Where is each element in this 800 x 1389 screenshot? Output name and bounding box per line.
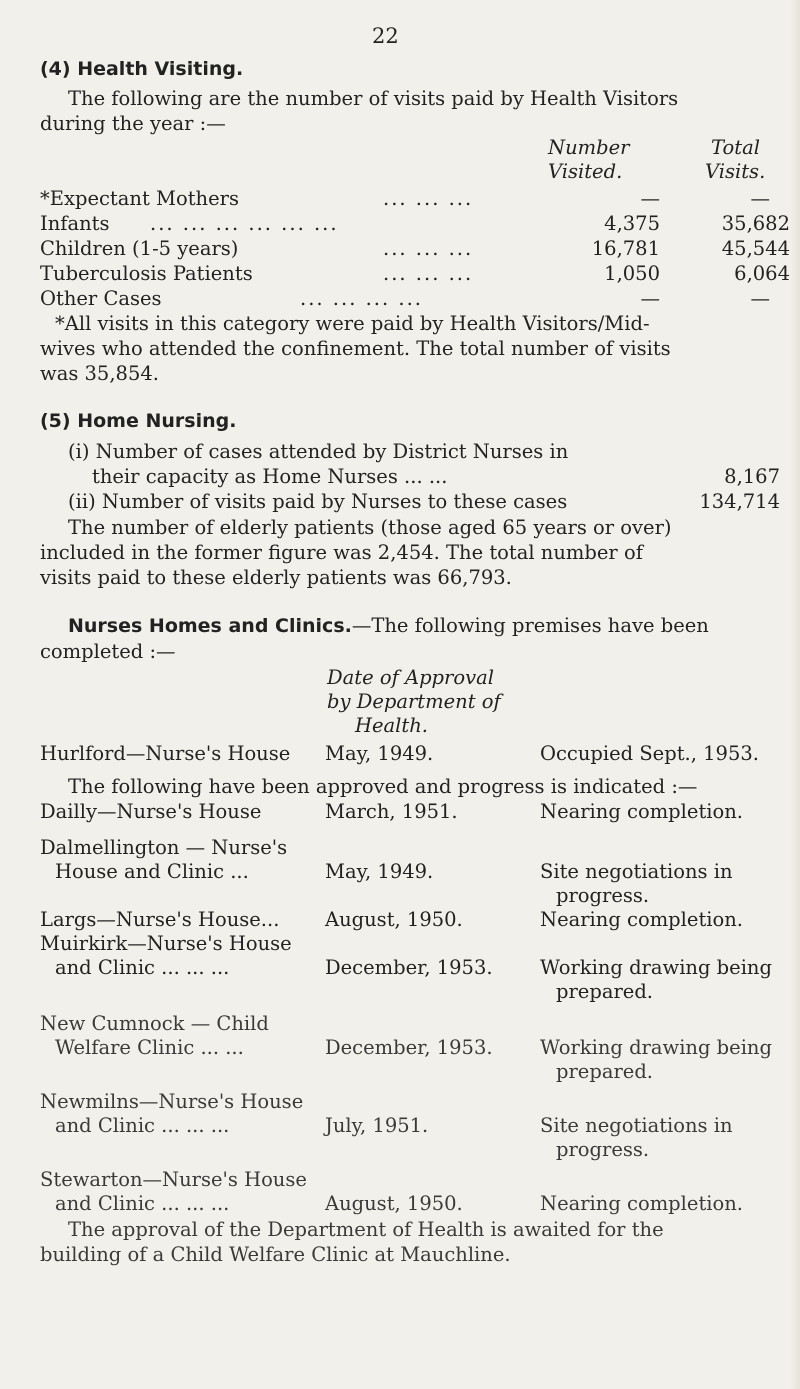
table-row-total: —: [750, 287, 770, 310]
table-row-total: 35,682: [721, 212, 790, 235]
list-item-status-cont: prepared.: [556, 980, 653, 1003]
list-item-date: August, 1950.: [325, 1192, 463, 1215]
list-item-place-cont: and Clinic ... ... ...: [55, 1192, 230, 1215]
table-row-dots: ... ... ... ... ... ...: [150, 212, 339, 235]
list-item-place-cont: House and Clinic ...: [55, 860, 249, 883]
date-header-line1: Date of Approval: [327, 666, 494, 689]
home-nursing-item2-value: 134,714: [699, 490, 780, 513]
table-row-dots: ... ... ...: [383, 187, 474, 210]
table-row-number: —: [640, 187, 660, 210]
list-item-date: December, 1953.: [325, 956, 493, 979]
closing-line2: building of a Child Welfare Clinic at Mauchline.: [40, 1243, 511, 1266]
closing-line1: The approval of the Department of Health is awaited for the: [68, 1218, 664, 1241]
table-row-number: 4,375: [604, 212, 660, 235]
footnote-line1: *All visits in this category were paid by Health Visitors/Mid-: [55, 312, 650, 335]
completed-place: Hurlford—Nurse's House: [40, 742, 291, 765]
approved-intro: The following have been approved and progress is indicated :—: [68, 775, 698, 798]
nurses-homes-intro-rest: —The following premises have been: [351, 614, 709, 637]
table-row-dots: ... ... ...: [383, 237, 474, 260]
list-item-status-cont: progress.: [556, 1138, 650, 1161]
table-row-label: *Expectant Mothers: [40, 187, 239, 210]
list-item-status: Site negotiations in: [540, 860, 733, 883]
health-visiting-intro-line2: during the year :—: [40, 112, 226, 135]
list-item-status: Nearing completion.: [540, 800, 744, 823]
home-nursing-item1-value: 8,167: [724, 465, 780, 488]
list-item-status: Working drawing being: [540, 1036, 772, 1059]
table-row-label: Infants: [40, 212, 110, 235]
list-item-date: August, 1950.: [325, 908, 463, 931]
table-row-total: 6,064: [734, 262, 790, 285]
table-row-total: —: [750, 187, 770, 210]
date-header-line2: by Department of: [327, 690, 501, 713]
table-row-number: 1,050: [604, 262, 660, 285]
table-row-label: Other Cases: [40, 287, 162, 310]
home-nursing-para-line3: visits paid to these elderly patients was 66,793.: [40, 566, 512, 589]
list-item-place: New Cumnock — Child: [40, 1012, 269, 1035]
col-header-total-1: Total: [711, 136, 760, 159]
list-item-status: Nearing completion.: [540, 1192, 744, 1215]
completed-status: Occupied Sept., 1953.: [540, 742, 759, 765]
table-row-dots: ... ... ... ...: [300, 287, 423, 310]
list-item-place: Newmilns—Nurse's House: [40, 1090, 304, 1113]
list-item-status: Working drawing being: [540, 956, 772, 979]
list-item-date: July, 1951.: [325, 1114, 429, 1137]
page-edge-shadow: [790, 0, 800, 1389]
health-visiting-intro-line1: The following are the number of visits paid by Health Visitors: [68, 87, 679, 110]
page-number: 22: [372, 24, 399, 48]
completed-date: May, 1949.: [325, 742, 434, 765]
footnote-line3: was 35,854.: [40, 362, 159, 385]
list-item-status: Nearing completion.: [540, 908, 744, 931]
list-item-place-cont: and Clinic ... ... ...: [55, 1114, 230, 1137]
list-item-place: Stewarton—Nurse's House: [40, 1168, 307, 1191]
list-item-place-cont: and Clinic ... ... ...: [55, 956, 230, 979]
table-row-total: 45,544: [721, 237, 790, 260]
list-item-place: Dalmellington — Nurse's: [40, 836, 288, 859]
home-nursing-item1-line2: their capacity as Home Nurses ... ...: [92, 465, 448, 488]
nurses-homes-intro-line2: completed :—: [40, 640, 176, 663]
nurses-homes-heading: Nurses Homes and Clinics.: [68, 615, 352, 637]
table-row-number: 16,781: [591, 237, 660, 260]
list-item-place: Largs—Nurse's House...: [40, 908, 280, 931]
list-item-date: March, 1951.: [325, 800, 458, 823]
footnote-line2: wives who attended the confinement. The total number of visits: [40, 337, 671, 360]
table-row-number: —: [640, 287, 660, 310]
home-nursing-heading: (5) Home Nursing.: [40, 410, 237, 432]
list-item-status: Site negotiations in: [540, 1114, 733, 1137]
health-visiting-heading: (4) Health Visiting.: [40, 58, 244, 80]
col-header-number-2: Visited.: [548, 160, 623, 183]
table-row-dots: ... ... ...: [383, 262, 474, 285]
col-header-total-2: Visits.: [705, 160, 766, 183]
col-header-number-1: Number: [548, 136, 630, 159]
list-item-status-cont: prepared.: [556, 1060, 653, 1083]
list-item-date: May, 1949.: [325, 860, 434, 883]
list-item-place: Muirkirk—Nurse's House: [40, 932, 292, 955]
table-row-label: Children (1-5 years): [40, 237, 239, 260]
date-header-line3: Health.: [355, 714, 429, 737]
home-nursing-para-line2: included in the former figure was 2,454. The total number of: [40, 541, 643, 564]
list-item-status-cont: progress.: [556, 884, 650, 907]
home-nursing-item2-text: (ii) Number of visits paid by Nurses to these cases: [68, 490, 568, 513]
home-nursing-item1-line1: (i) Number of cases attended by District Nurses in: [68, 440, 569, 463]
home-nursing-para-line1: The number of elderly patients (those aged 65 years or over): [68, 516, 672, 539]
table-row-label: Tuberculosis Patients: [40, 262, 253, 285]
list-item-place-cont: Welfare Clinic ... ...: [55, 1036, 244, 1059]
nurses-homes-intro: [68, 614, 709, 637]
list-item-place: Dailly—Nurse's House: [40, 800, 262, 823]
list-item-date: December, 1953.: [325, 1036, 493, 1059]
